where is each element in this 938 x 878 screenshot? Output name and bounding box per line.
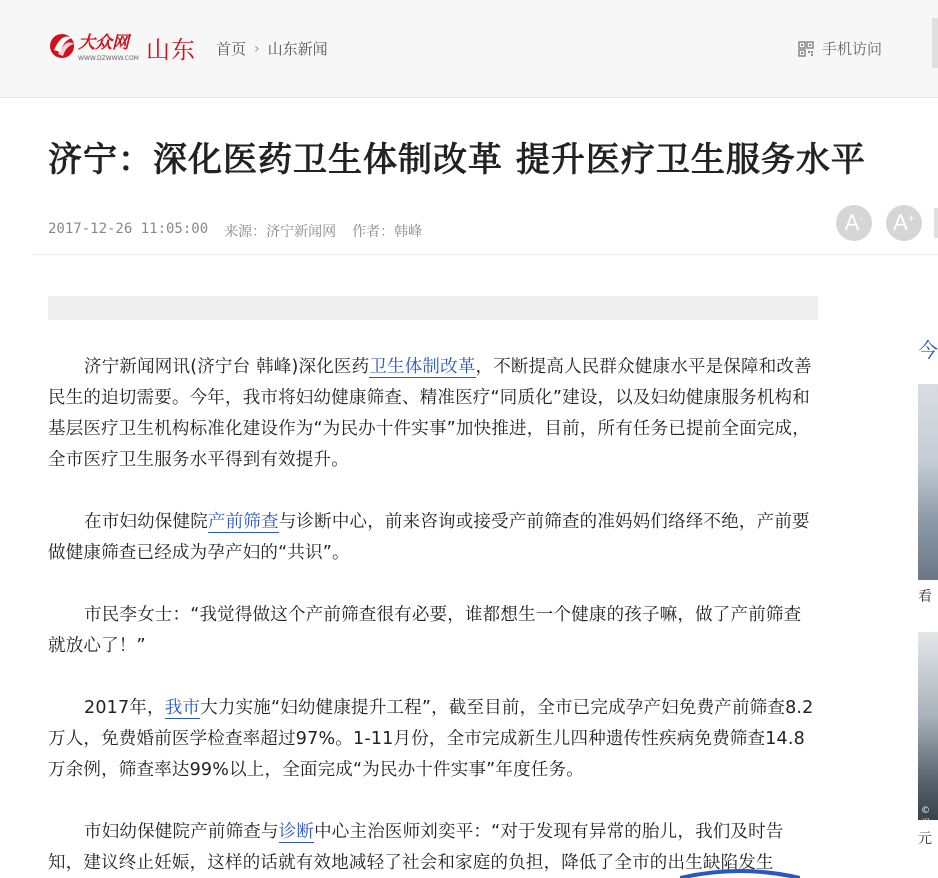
font-smaller-letter: A bbox=[844, 210, 860, 235]
font-smaller-mark: - bbox=[859, 211, 864, 225]
font-larger-mark: + bbox=[907, 211, 915, 225]
article-paragraph bbox=[48, 693, 818, 786]
font-larger-letter: A bbox=[893, 210, 908, 235]
breadcrumb bbox=[216, 38, 328, 59]
article-meta bbox=[48, 221, 438, 241]
meta-edge-panel bbox=[934, 208, 938, 238]
svg-text:WWW.DZWWW.COM: WWW.DZWWW.COM bbox=[78, 55, 139, 62]
sidebar-heading[interactable]: 今 bbox=[918, 338, 938, 362]
breadcrumb-home-link[interactable]: 首页 bbox=[216, 40, 247, 58]
sidebar-news-caption[interactable]: 看 bbox=[918, 589, 932, 605]
sidebar-news-thumbnail[interactable] bbox=[918, 384, 938, 580]
breadcrumb-section-link[interactable]: 山东新闻 bbox=[267, 40, 328, 58]
sidebar-news-caption[interactable]: 元 bbox=[918, 831, 932, 847]
ad-placeholder-bar bbox=[48, 296, 818, 320]
paragraph-text: 济宁新闻网讯(济宁台 韩峰)深化医药 bbox=[84, 357, 370, 377]
mobile-access-label: 手机访问 bbox=[822, 40, 883, 58]
qr-code-icon bbox=[798, 41, 814, 57]
breadcrumb-chevron-icon: › bbox=[254, 40, 260, 57]
bottom-decoration bbox=[680, 868, 800, 878]
logo-region-label: 山东 bbox=[146, 35, 196, 64]
meta-divider bbox=[32, 254, 938, 255]
article-paragraph bbox=[48, 600, 818, 662]
paragraph-text: 2017年， bbox=[84, 698, 165, 718]
keyword-link[interactable]: 诊断 bbox=[278, 822, 315, 842]
dazhong-logo-icon bbox=[48, 24, 144, 70]
svg-text:大众网: 大众网 bbox=[78, 33, 129, 53]
font-larger-button[interactable] bbox=[886, 205, 922, 241]
keyword-link[interactable]: 卫生体制改革 bbox=[369, 357, 476, 377]
paragraph-text: 中心主治医师刘奕平：“对于发现有异常的胎儿，我们及时告知，建议终止妊娠，这样的话就有效地减轻了社会和家庭的负担，降低了全市的出生缺陷发生 bbox=[48, 822, 784, 873]
article-body bbox=[48, 352, 818, 878]
paragraph-text: 市民李女士：“我觉得做这个产前筛查很有必要，谁都想生一个健康的孩子嘛，做了产前筛查就放心了！” bbox=[48, 605, 802, 656]
site-header bbox=[0, 0, 938, 98]
paragraph-text: 与诊断中心，前来咨询或接受产前筛查的准妈妈们络绎不绝，产前要做健康筛查已经成为孕产妇的“共识”。 bbox=[48, 512, 810, 563]
article-paragraph bbox=[48, 507, 818, 569]
paragraph-text: 市妇幼保健院产前筛查与 bbox=[84, 822, 279, 842]
article-source: 来源：济宁新闻网 bbox=[224, 224, 337, 240]
paragraph-text: 大力实施“妇幼健康提升工程”，截至目前，全市已完成孕产妇免费产前筛查8.2万人，免费婚前医学检查率超过97%。1-11月份，全市完成新生儿四种遗传性疾病免费筛查14.8万余例，筛查率达99%以上，全面完成“为民办十件实事”年度任务。 bbox=[48, 698, 814, 780]
keyword-link[interactable]: 产前筛查 bbox=[207, 512, 279, 532]
site-logo[interactable] bbox=[48, 24, 196, 70]
paragraph-text: ，不断提高人民群众健康水平是保障和改善民生的迫切需要。今年，我市将妇幼健康筛查、精准医疗“同质化”建设，以及妇幼健康服务机构和基层医疗卫生机构标准化建设作为“为民办十件实事”加快推进，目前，所有任务已提前全面完成，全市医疗卫生服务水平得到有效提升。 bbox=[48, 357, 812, 470]
mobile-access-link[interactable] bbox=[798, 38, 882, 59]
paragraph-text: 在市妇幼保健院 bbox=[84, 512, 208, 532]
article-title: 济宁：深化医药卫生体制改革 提升医疗卫生服务水平 bbox=[48, 140, 866, 180]
article-datetime: 2017-12-26 11:05:00 bbox=[48, 221, 209, 237]
keyword-link[interactable]: 我市 bbox=[164, 698, 201, 718]
header-edge-panel bbox=[932, 18, 938, 68]
article-paragraph bbox=[48, 352, 818, 476]
thumbnail-watermark: ©视 bbox=[921, 806, 931, 829]
sidebar-news-thumbnail[interactable] bbox=[918, 632, 938, 820]
article-author: 作者：韩峰 bbox=[352, 224, 423, 240]
font-smaller-button[interactable] bbox=[836, 205, 872, 241]
